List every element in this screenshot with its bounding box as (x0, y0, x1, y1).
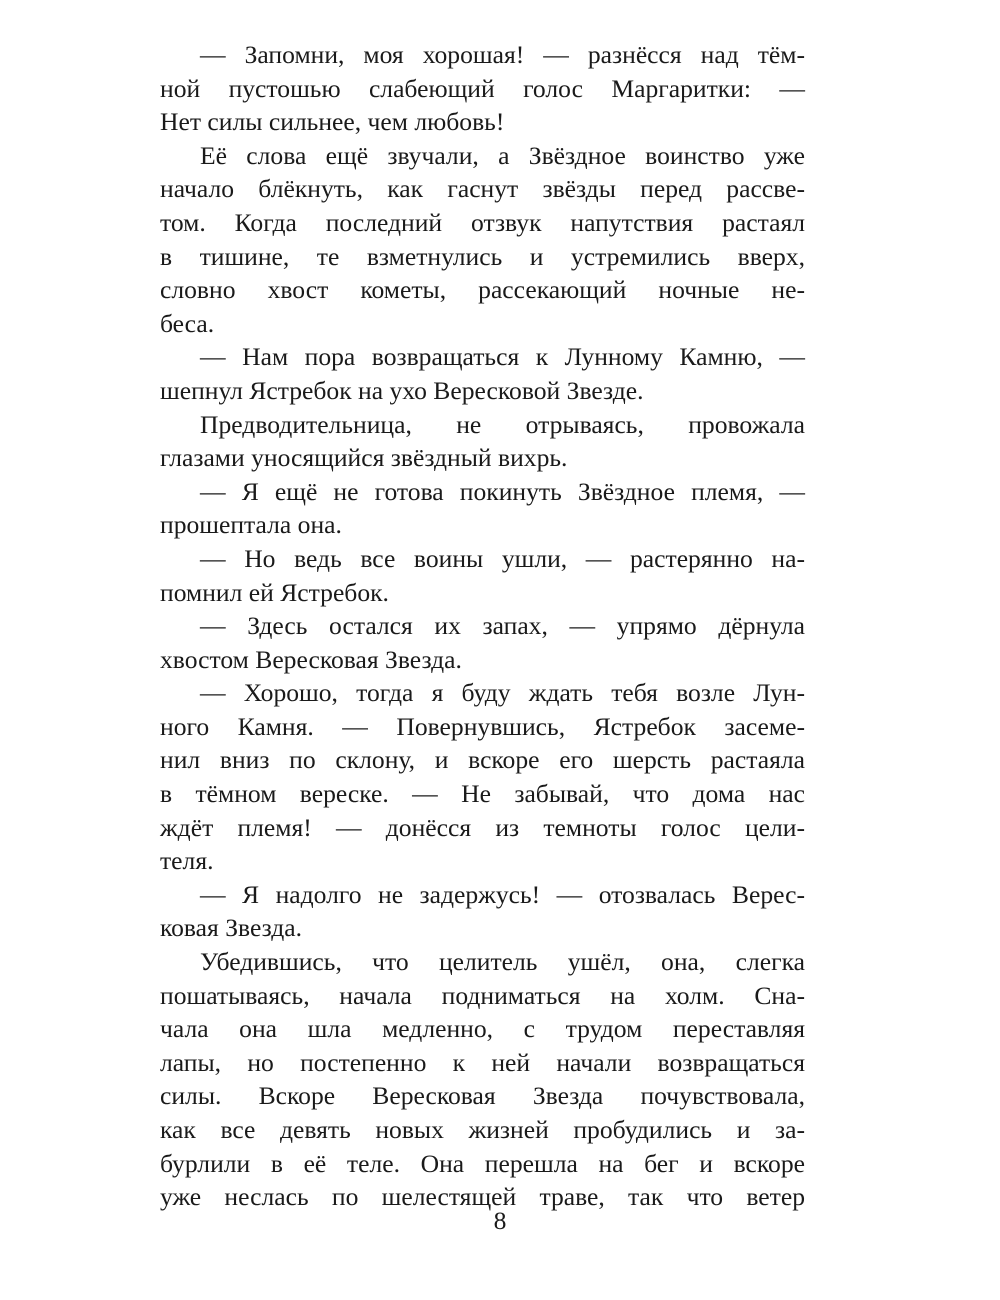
text-line: начало блёкнуть, как гаснут звёзды перед рассве- (160, 174, 805, 204)
text-line: глазами уносящийся звёздный вихрь. (160, 443, 568, 473)
text-line: силы. Вскоре Вересковая Звезда почувствовала, (160, 1081, 805, 1111)
paragraph (160, 542, 805, 609)
text-line: — Хорошо, тогда я буду ждать тебя возле Лун- (200, 678, 805, 708)
paragraph (160, 945, 805, 1214)
text-line: Нет силы сильнее, чем любовь! (160, 107, 505, 137)
paragraph (160, 38, 805, 139)
page-number: 8 (493, 1206, 507, 1235)
text-line: — Я ещё не готова покинуть Звёздное племя, — (200, 476, 805, 506)
text-line: хвостом Вересковая Звезда. (160, 644, 462, 674)
text-line: Убедившись, что целитель ушёл, она, слегка (200, 947, 805, 977)
paragraph (160, 609, 805, 676)
text-line: в тишине, те взметнулись и устремились вверх, (160, 241, 805, 271)
paragraph (160, 878, 805, 945)
text-line: пошатываясь, начала подниматься на холм. Сна- (160, 980, 805, 1010)
text-line: шепнул Ястребок на ухо Вересковой Звезде. (160, 375, 644, 405)
text-line: словно хвост кометы, рассекающий ночные не- (160, 275, 805, 305)
text-line: том. Когда последний отзвук напутствия растаял (160, 207, 805, 237)
paragraph (160, 475, 805, 542)
text-line: бурлили в её теле. Она перешла на бег и вскоре (160, 1148, 805, 1178)
text-line: помнил ей Ястребок. (160, 577, 389, 607)
text-line: Её слова ещё звучали, а Звёздное воинство уже (200, 140, 805, 170)
text-line: уже неслась по шелестящей траве, так что ветер (160, 1182, 805, 1212)
paragraph (160, 676, 805, 878)
text-line: — Я надолго не задержусь! — отозвалась Верес- (200, 879, 805, 909)
body-text (160, 38, 805, 1214)
text-line: как все девять новых жизней пробудились и за- (160, 1115, 805, 1144)
text-line: нил вниз по склону, и вскоре его шерсть растаяла (160, 745, 805, 775)
text-line: — Здесь остался их запах, — упрямо дёрнула (200, 611, 805, 641)
text-line: беса. (160, 308, 215, 338)
text-line: Предводительница, не отрываясь, провожала (200, 409, 805, 439)
paragraph (160, 408, 805, 475)
text-line: ного Камня. — Повернувшись, Ястребок засеме- (160, 711, 805, 741)
text-line: ждёт племя! — донёсся из темноты голос цели- (160, 812, 805, 842)
text-line: — Нам пора возвращаться к Лунному Камню, — (200, 342, 805, 372)
text-line: в тёмном вереске. — Не забывай, что дома нас (160, 779, 805, 809)
text-line: ной пустошью слабеющий голос Маргаритки: — (160, 73, 805, 103)
text-line: прошептала она. (160, 510, 342, 540)
paragraph (160, 340, 805, 407)
text-line: теля. (160, 846, 214, 876)
paragraph (160, 139, 805, 341)
text-line: чала она шла медленно, с трудом переставляя (160, 1014, 805, 1044)
text-line: лапы, но постепенно к ней начали возвращаться (160, 1047, 805, 1077)
text-line: — Запомни, моя хорошая! — разнёсся над тём- (200, 40, 805, 69)
text-line: — Но ведь все воины ушли, — растерянно на- (200, 543, 805, 573)
text-line: ковая Звезда. (160, 913, 303, 943)
